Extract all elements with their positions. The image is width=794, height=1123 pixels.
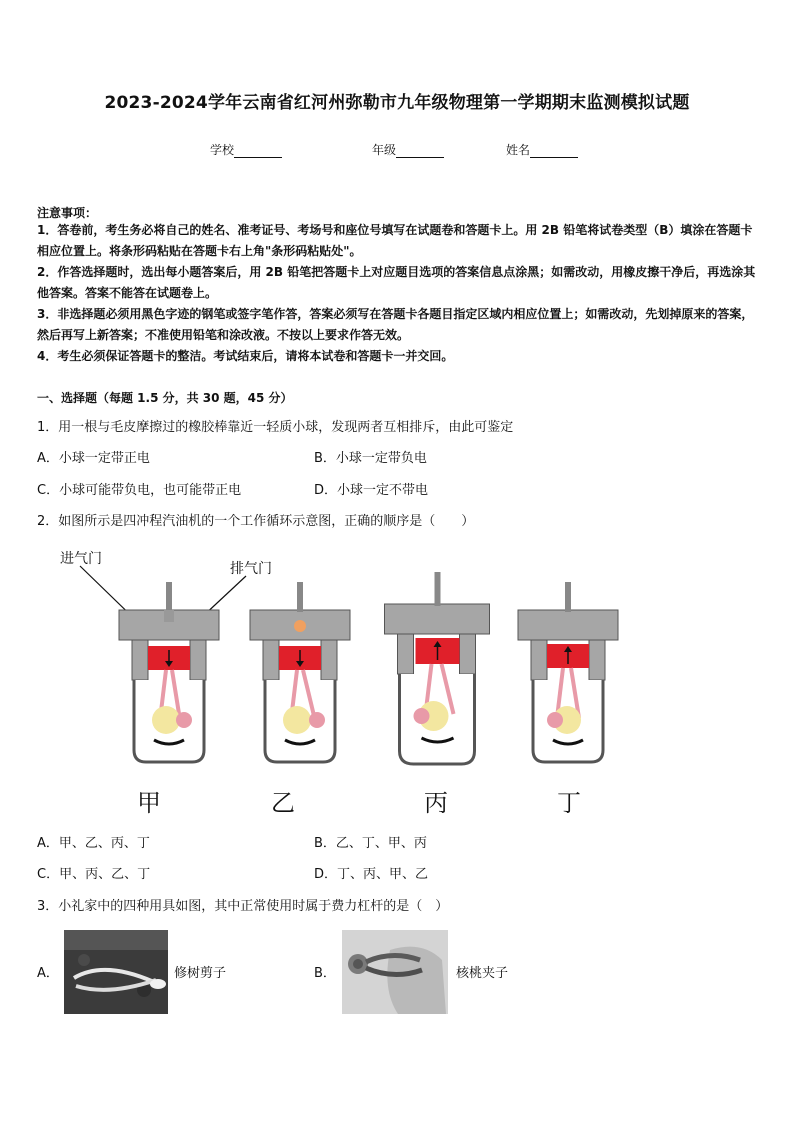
note-item: 4．考生必须保证答题卡的整洁。考试结束后，请将本试卷和答题卡一并交回。 [37, 349, 454, 363]
q2-option-a[interactable]: A．甲、乙、丙、丁 [37, 836, 150, 851]
caption-ding: 丁 [557, 789, 581, 817]
engine-diagram-bing [378, 566, 496, 771]
caption-jia: 甲 [137, 789, 161, 817]
q3-option-a-letter[interactable]: A． [37, 966, 59, 981]
name-label: 姓名 [506, 143, 531, 157]
q3-option-b-letter[interactable]: B． [314, 966, 336, 981]
engine-diagram-ding [512, 578, 624, 770]
q1-option-b[interactable]: B．小球一定带负电 [314, 451, 427, 466]
note-item: 2．作答选择题时，选出每小题答案后，用 2B 铅笔把答题卡上对应题目选项的答案信息点涂黑；如需改动，用橡皮擦干净后，再选涂其他答案。答案不能答在试题卷上。 [37, 265, 756, 300]
q1-option-a[interactable]: A．小球一定带正电 [37, 451, 150, 466]
q3-option-b-label: 核桃夹子 [456, 966, 509, 981]
school-label: 学校 [210, 143, 235, 157]
q1-option-c[interactable]: C．小球可能带负电，也可能带正电 [37, 483, 242, 498]
engine-diagram-jia [113, 580, 225, 770]
engine-diagram-yi [244, 580, 356, 770]
q2-option-d[interactable]: D．丁、丙、甲、乙 [314, 867, 429, 882]
exhaust-valve-label: 排气门 [230, 561, 272, 577]
note-item: 3．非选择题必须用黑色字迹的钢笔或签字笔作答，答案必须写在答题卡各题目指定区域内相应位置上；如需改动，先划掉原来的答案，然后再写上新答案；不准使用铅笔和涂改液。不按以上要求作答无效。 [37, 307, 754, 342]
q1-option-d[interactable]: D．小球一定不带电 [314, 483, 429, 498]
note-item: 1．答卷前，考生务必将自己的姓名、准考证号、考场号和座位号填写在试题卷和答题卡上。用 2B 铅笔将试卷类型（B）填涂在答题卡相应位置上。将条形码粘贴在答题卡右上角"条形码粘贴处"。 [37, 223, 753, 258]
q2-option-c[interactable]: C．甲、丙、乙、丁 [37, 867, 151, 882]
q1-stem: 1．用一根与毛皮摩擦过的橡胶棒靠近一轻质小球，发现两者互相排斥，由此可鉴定 [37, 420, 514, 435]
pruning-shears-photo [64, 930, 168, 1014]
q2-option-b[interactable]: B．乙、丁、甲、丙 [314, 836, 427, 851]
grade-label: 年级 [372, 143, 397, 157]
intake-valve-label: 进气门 [60, 551, 102, 567]
caption-bing: 丙 [424, 789, 448, 817]
q2-stem: 2．如图所示是四冲程汽油机的一个工作循环示意图，正确的顺序是（ ） [37, 514, 475, 529]
caption-yi: 乙 [271, 789, 295, 817]
walnut-cracker-photo [342, 930, 448, 1014]
q3-option-a-label: 修树剪子 [174, 966, 227, 981]
notes-heading: 注意事项： [37, 206, 98, 220]
q3-stem: 3．小礼家中的四种用具如图，其中正常使用时属于费力杠杆的是（ ） [37, 899, 449, 914]
page-title: 2023-2024学年云南省红河州弥勒市九年级物理第一学期期末监测模拟试题 [104, 93, 690, 113]
section-heading: 一、选择题（每题 1.5 分，共 30 题，45 分） [37, 391, 293, 405]
